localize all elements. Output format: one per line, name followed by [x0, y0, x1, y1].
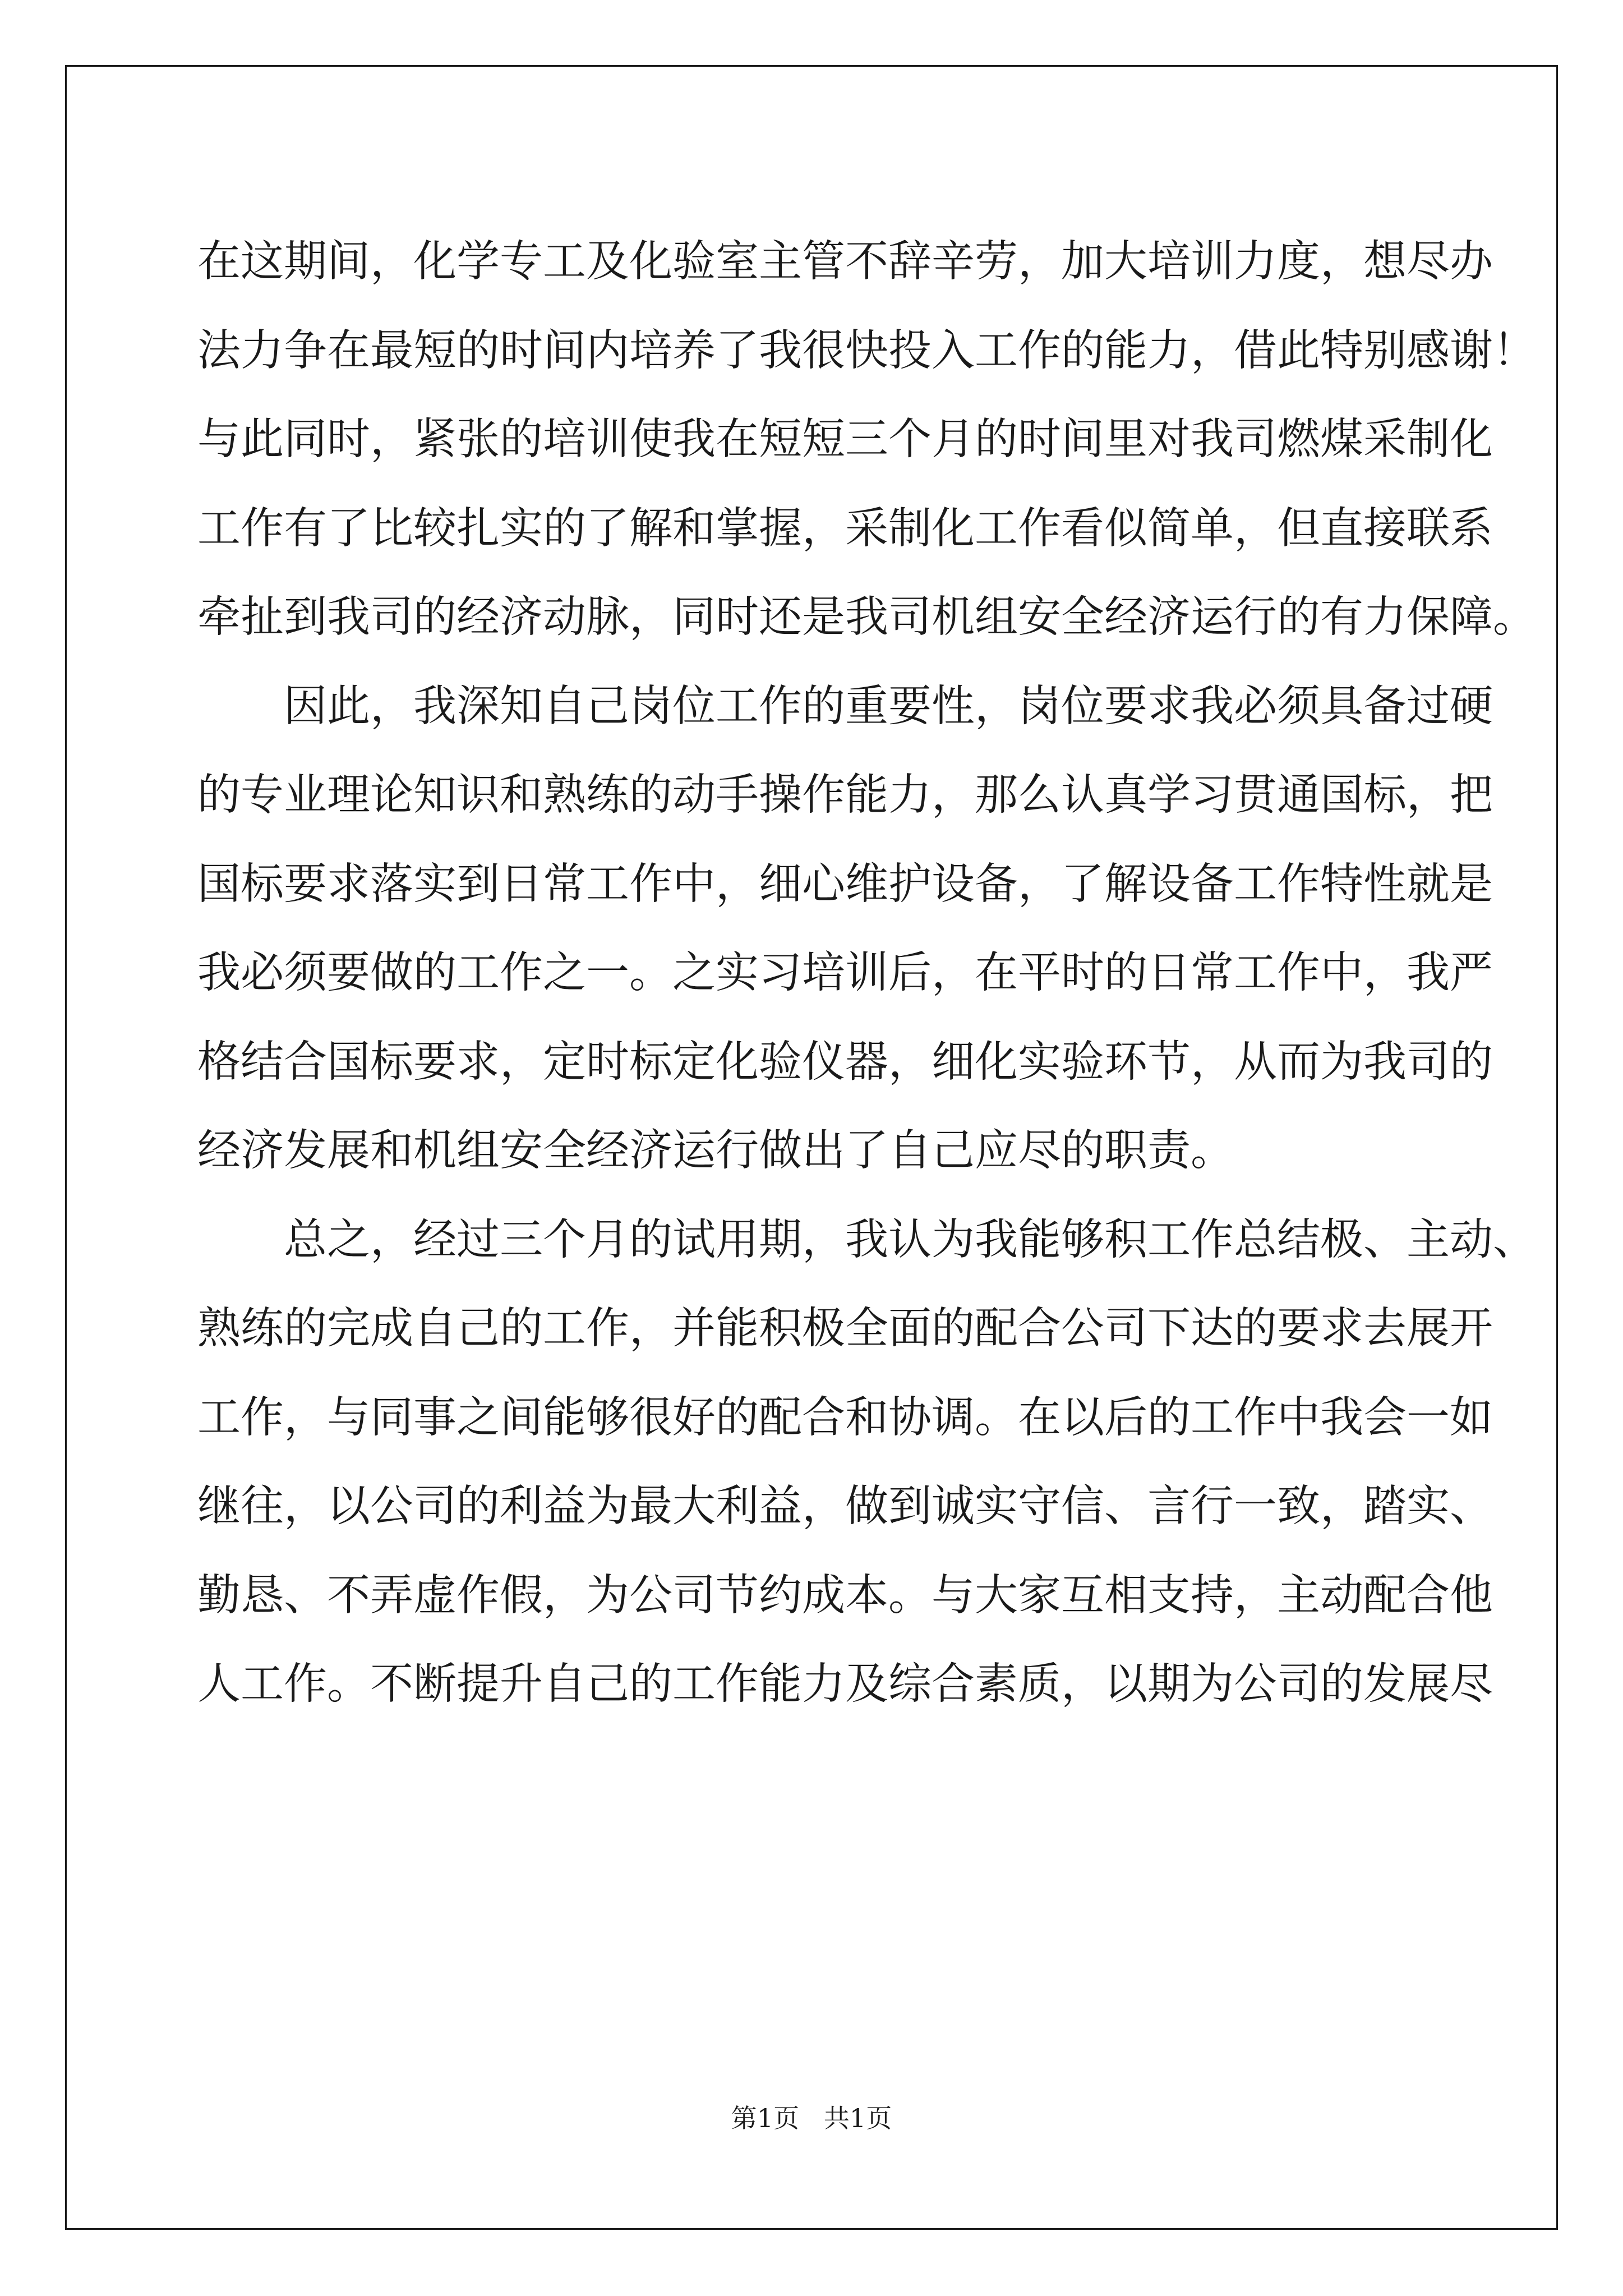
text-line: 因此，我深知自己岗位工作的重要性，岗位要求我必须具备过硬	[284, 681, 1493, 731]
text-line: 国标要求落实到日常工作中，细心维护设备，了解设备工作特性就是	[197, 859, 1493, 909]
text-line: 总之，经过三个月的试用期，我认为我能够积工作总结极、主动、	[284, 1214, 1536, 1265]
paragraph	[197, 1196, 1536, 1729]
text-line: 格结合国标要求，定时标定化验仪器，细化实验环节，从而为我司的	[197, 1037, 1493, 1087]
text-line: 法力争在最短的时间内培养了我很快投入工作的能力，借此特别感谢！	[197, 325, 1536, 376]
text-line: 我必须要做的工作之一。之实习培训后，在平时的日常工作中，我严	[197, 948, 1493, 998]
text-line: 经济发展和机组安全经济运行做出了自己应尽的职责。	[197, 1126, 1234, 1176]
text-line: 在这期间，化学专工及化验室主管不辞辛劳，加大培训力度，想尽办	[197, 237, 1493, 287]
text-line: 人工作。不断提升自己的工作能力及综合素质，以期为公司的发展尽	[197, 1659, 1493, 1709]
text-line: 工作，与同事之间能够很好的配合和协调。在以后的工作中我会一如	[197, 1392, 1493, 1443]
document-body	[197, 218, 1536, 1729]
text-line: 牵扯到我司的经济动脉，同时还是我司机组安全经济运行的有力保障。	[197, 592, 1536, 642]
text-line: 的专业理论知识和熟练的动手操作能力，那么认真学习贯通国标，把	[197, 770, 1493, 820]
text-line: 熟练的完成自己的工作，并能积极全面的配合公司下达的要求去展开	[197, 1304, 1493, 1354]
text-line: 继往，以公司的利益为最大利益，做到诚实守信、言行一致，踏实、	[197, 1481, 1493, 1531]
page-number-footer: 第1页 共1页	[731, 2103, 892, 2133]
text-line: 勤恳、不弄虚作假，为公司节约成本。与大家互相支持，主动配合他	[197, 1570, 1493, 1621]
paragraph	[197, 662, 1493, 1196]
text-line: 工作有了比较扎实的了解和掌握，采制化工作看似简单，但直接联系	[197, 503, 1493, 554]
text-line: 与此同时，紧张的培训使我在短短三个月的时间里对我司燃煤采制化	[197, 415, 1493, 464]
paragraph	[197, 218, 1536, 662]
